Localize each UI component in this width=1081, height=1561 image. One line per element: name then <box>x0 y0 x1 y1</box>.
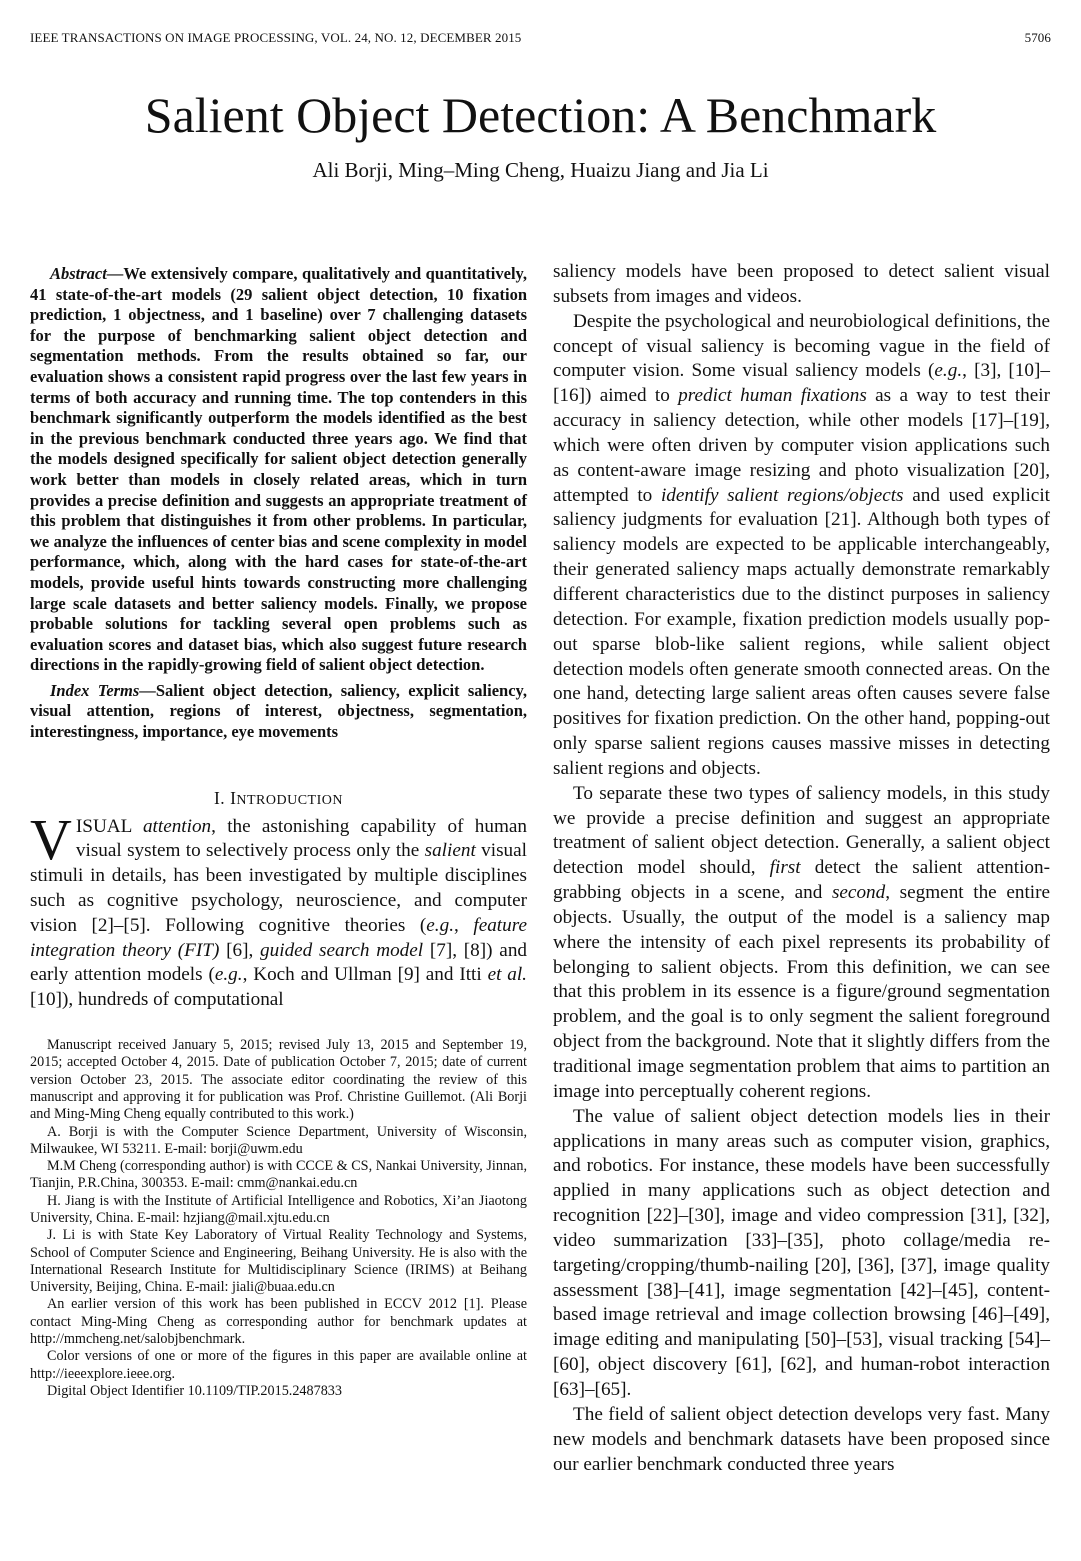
footnote-color: Color versions of one or more of the figures in this paper are available online at http://ieeexplore.ieee.org. <box>30 1348 527 1382</box>
section-first-letter: I <box>230 787 237 808</box>
footnote-cheng: M.M Cheng (corresponding author) is with CCCE & CS, Nankai University, Jinnan, Tianjin, P.R.China, 300353. E-mail: cmm@nankai.edu.cn <box>30 1158 527 1192</box>
intro-text: [7], [8]) and early attention models ( <box>30 939 528 986</box>
page-number: 5706 <box>1024 30 1051 45</box>
body-ital: identify salient regions/objects <box>660 484 904 506</box>
intro-text: , Koch and Ullman [9] and Itti <box>242 964 488 986</box>
footnote-borji: A. Borji is with the Computer Science Department, University of Wisconsin, Milwaukee, WI 53211. E-mail: borji@uwm.edu <box>30 1123 527 1157</box>
drop-cap: V <box>30 806 72 872</box>
index-terms-label: Index Terms— <box>50 680 156 700</box>
intro-text: , the astonishing capability of human visual system to selectively process only the <box>75 815 527 862</box>
section-numeral: I. <box>213 787 226 808</box>
intro-text: visual stimuli in details, has been investigated by multiple disciplines such as cognitive psychology, neuroscience, and computer vision [2]–[5]. Following cognitive theories ( <box>30 840 527 936</box>
intro-text: ISUAL <box>75 815 143 837</box>
section-heading-introduction <box>30 788 527 809</box>
intro-ital: et al. <box>487 964 527 986</box>
body-text: Despite the psychological and neurobiological definitions, the concept of visual saliency is becoming vague in the field of computer vision. Some visual saliency models ( <box>553 310 1050 382</box>
right-paragraph-5: The field of salient object detection develops very fast. Many new models and benchmark datasets have been proposed since our earlier benchmark conducted three years <box>553 1403 1050 1475</box>
body-ital: first <box>769 857 801 879</box>
section-rest: NTRODUCTION <box>236 792 343 808</box>
body-text: and used explicit saliency judgments for evaluation [21]. Although both types of saliency models are expected to be applicable interchangeably, their generated saliency maps actually demonstrate remarkably different characteristics due to the distinct purposes in saliency detection. For example, fixation prediction models usually pop-out sparse blob-like salient regions, while salient object detection models often generate smooth connected areas. On the one hand, detecting large salient areas often causes severe false positives for fixation prediction. On the other hand, popping-out only sparse salient regions causes massive misses in detecting salient regions and objects. <box>553 484 1050 779</box>
abstract-text: We extensively compare, qualitatively and quantitatively, 41 state-of-the-art models (29 salient object detection, 10 fixation prediction, 1 objectness, and 1 baseline) over 7 challenging datasets for the purpose of benchmarking salient object detection and segmentation methods. From the results obtained so far, our evaluation shows a consistent rapid progress over the last few years in terms of both accuracy and running time. The top contenders in this benchmark significantly outperform the models identified as the best in the previous benchmark conducted three years ago. We find that the models designed specifically for salient object detection generally work better than models in closely related areas, which in turn provides a precise definition and suggests an appropriate treatment of this problem that distinguishes it from other problems. In particular, we analyze the influences of center bias and scene complexity in model performance, which, along with the hard cases for state-of-the-art models, provide useful hints towards constructing more challenging large scale datasets and better saliency models. Finally, we propose probable solutions for tackling several open problems such as evaluation scores and dataset bias, which also suggest future research directions in the rapidly-growing field of salient object detection. <box>30 264 527 675</box>
index-terms <box>30 681 527 743</box>
body-text: To separate these two types of saliency models, in this study we provide a precise definition and suggest an appropriate treatment of salient object detection. Generally, a salient object detection model should, <box>553 782 1050 879</box>
intro-text: [10]), hundreds of computational <box>30 989 284 1011</box>
index-terms-text: Salient object detection, saliency, explicit saliency, visual attention, regions of interest, objectness, segmentation, interestingness, importance, eye movements <box>30 680 527 742</box>
footnote-doi: Digital Object Identifier 10.1109/TIP.2015.2487833 <box>47 1382 342 1399</box>
body-ital: second <box>831 882 886 904</box>
right-paragraph-3 <box>553 782 1050 1105</box>
intro-text: , <box>454 914 474 936</box>
right-paragraph-1: saliency models have been proposed to detect salient visual subsets from images and videos. <box>553 261 1050 307</box>
body-text: detect the salient attention-grabbing objects in a scene, and <box>553 857 1050 904</box>
left-column <box>30 264 527 1400</box>
body-ital: e.g. <box>934 360 963 382</box>
paper-title: Salient Object Detection: A Benchmark <box>144 87 937 143</box>
abstract <box>30 264 527 676</box>
intro-ital: e.g. <box>426 914 454 936</box>
footnote-manuscript: Manuscript received January 5, 2015; revised July 13, 2015 and September 19, 2015; accepted October 4, 2015. Date of publication October 7, 2015; date of current version October 23, 2015. The associate editor coordinating the review of this manuscript and approving it for publication was Prof. Christine Guillemot. (Ali Borji and Ming-Ming Cheng equally contributed to this work.) <box>30 1037 527 1123</box>
right-column <box>553 260 1050 1477</box>
footnote-li: J. Li is with State Key Laboratory of Virtual Reality Technology and Systems, School of Computer Science and Engineering, Beihang University. He is also with the International Research Institute for Multidisciplinary Science (IRIMS) at Beihang University, Beijing, China. E-mail: jiali@buaa.edu.cn <box>30 1227 527 1296</box>
intro-ital: guided search model <box>260 939 424 961</box>
intro-ital: e.g. <box>214 964 243 986</box>
right-paragraph-4: The value of salient object detection models lies in their applications in many areas such as computer vision, graphics, and robotics. For instance, these models have been successfully applied in many applications such as object detection and recognition [22]–[30], image and video compression [31], [32], video summarization [33]–[35], photo collage/media re-targeting/cropping/thumb-nailing [20], [36], [37], image quality assessment [38]–[41], image segmentation [42]–[45], content-based image retrieval and image collection browsing [46]–[49], image editing and manipulating [50]–[53], visual tracking [54]–[60], object discovery [61], [62], and human-robot interaction [63]–[65]. <box>553 1105 1050 1400</box>
author-list: Ali Borji, Ming–Ming Cheng, Huaizu Jiang and Jia Li <box>312 158 769 182</box>
body-text: , segment the entire objects. Usually, the output of the model is a saliency map where the intensity of each pixel represents its probability of belonging to salient objects. From this definition, we can see that this problem in its essence is a figure/ground segmentation problem, and the goal is to only segment the salient foreground object from the background. Note that it slightly differs from the traditional image segmentation problem that aims to partition an image into perceptually coherent regions. <box>553 882 1051 1102</box>
body-text: , [3], [10]–[16]) aimed to <box>553 360 1050 407</box>
body-ital: predict human fixations <box>678 385 867 407</box>
intro-ital: attention <box>142 815 212 837</box>
intro-ital: feature integration theory (FIT) <box>30 914 527 961</box>
footnote-earlier-version: An earlier version of this work has been published in ECCV 2012 [1]. Please contact Ming-Ming Cheng as corresponding author for benchmark updates at http://mmcheng.net/salobjbenchmark. <box>30 1296 527 1348</box>
right-paragraph-2 <box>553 310 1050 782</box>
abstract-label: Abstract— <box>50 264 124 283</box>
footnotes <box>30 1037 527 1400</box>
intro-paragraph <box>30 806 528 1013</box>
body-text: as a way to test their accuracy in saliency detection, while other models [17]–[19], which were often driven by computer vision applications such as content-aware image resizing and photo visualization [20], attempted to <box>553 385 1050 506</box>
intro-ital: salient <box>424 840 476 862</box>
footnote-jiang: H. Jiang is with the Institute of Artificial Intelligence and Robotics, Xi’an Jiaotong University, China. E-mail: hzjiang@mail.xjtu.edu.cn <box>30 1192 527 1226</box>
intro-text: [6], <box>219 939 261 961</box>
journal-name: IEEE TRANSACTIONS ON IMAGE PROCESSING, VOL. 24, NO. 12, DECEMBER 2015 <box>30 30 522 45</box>
